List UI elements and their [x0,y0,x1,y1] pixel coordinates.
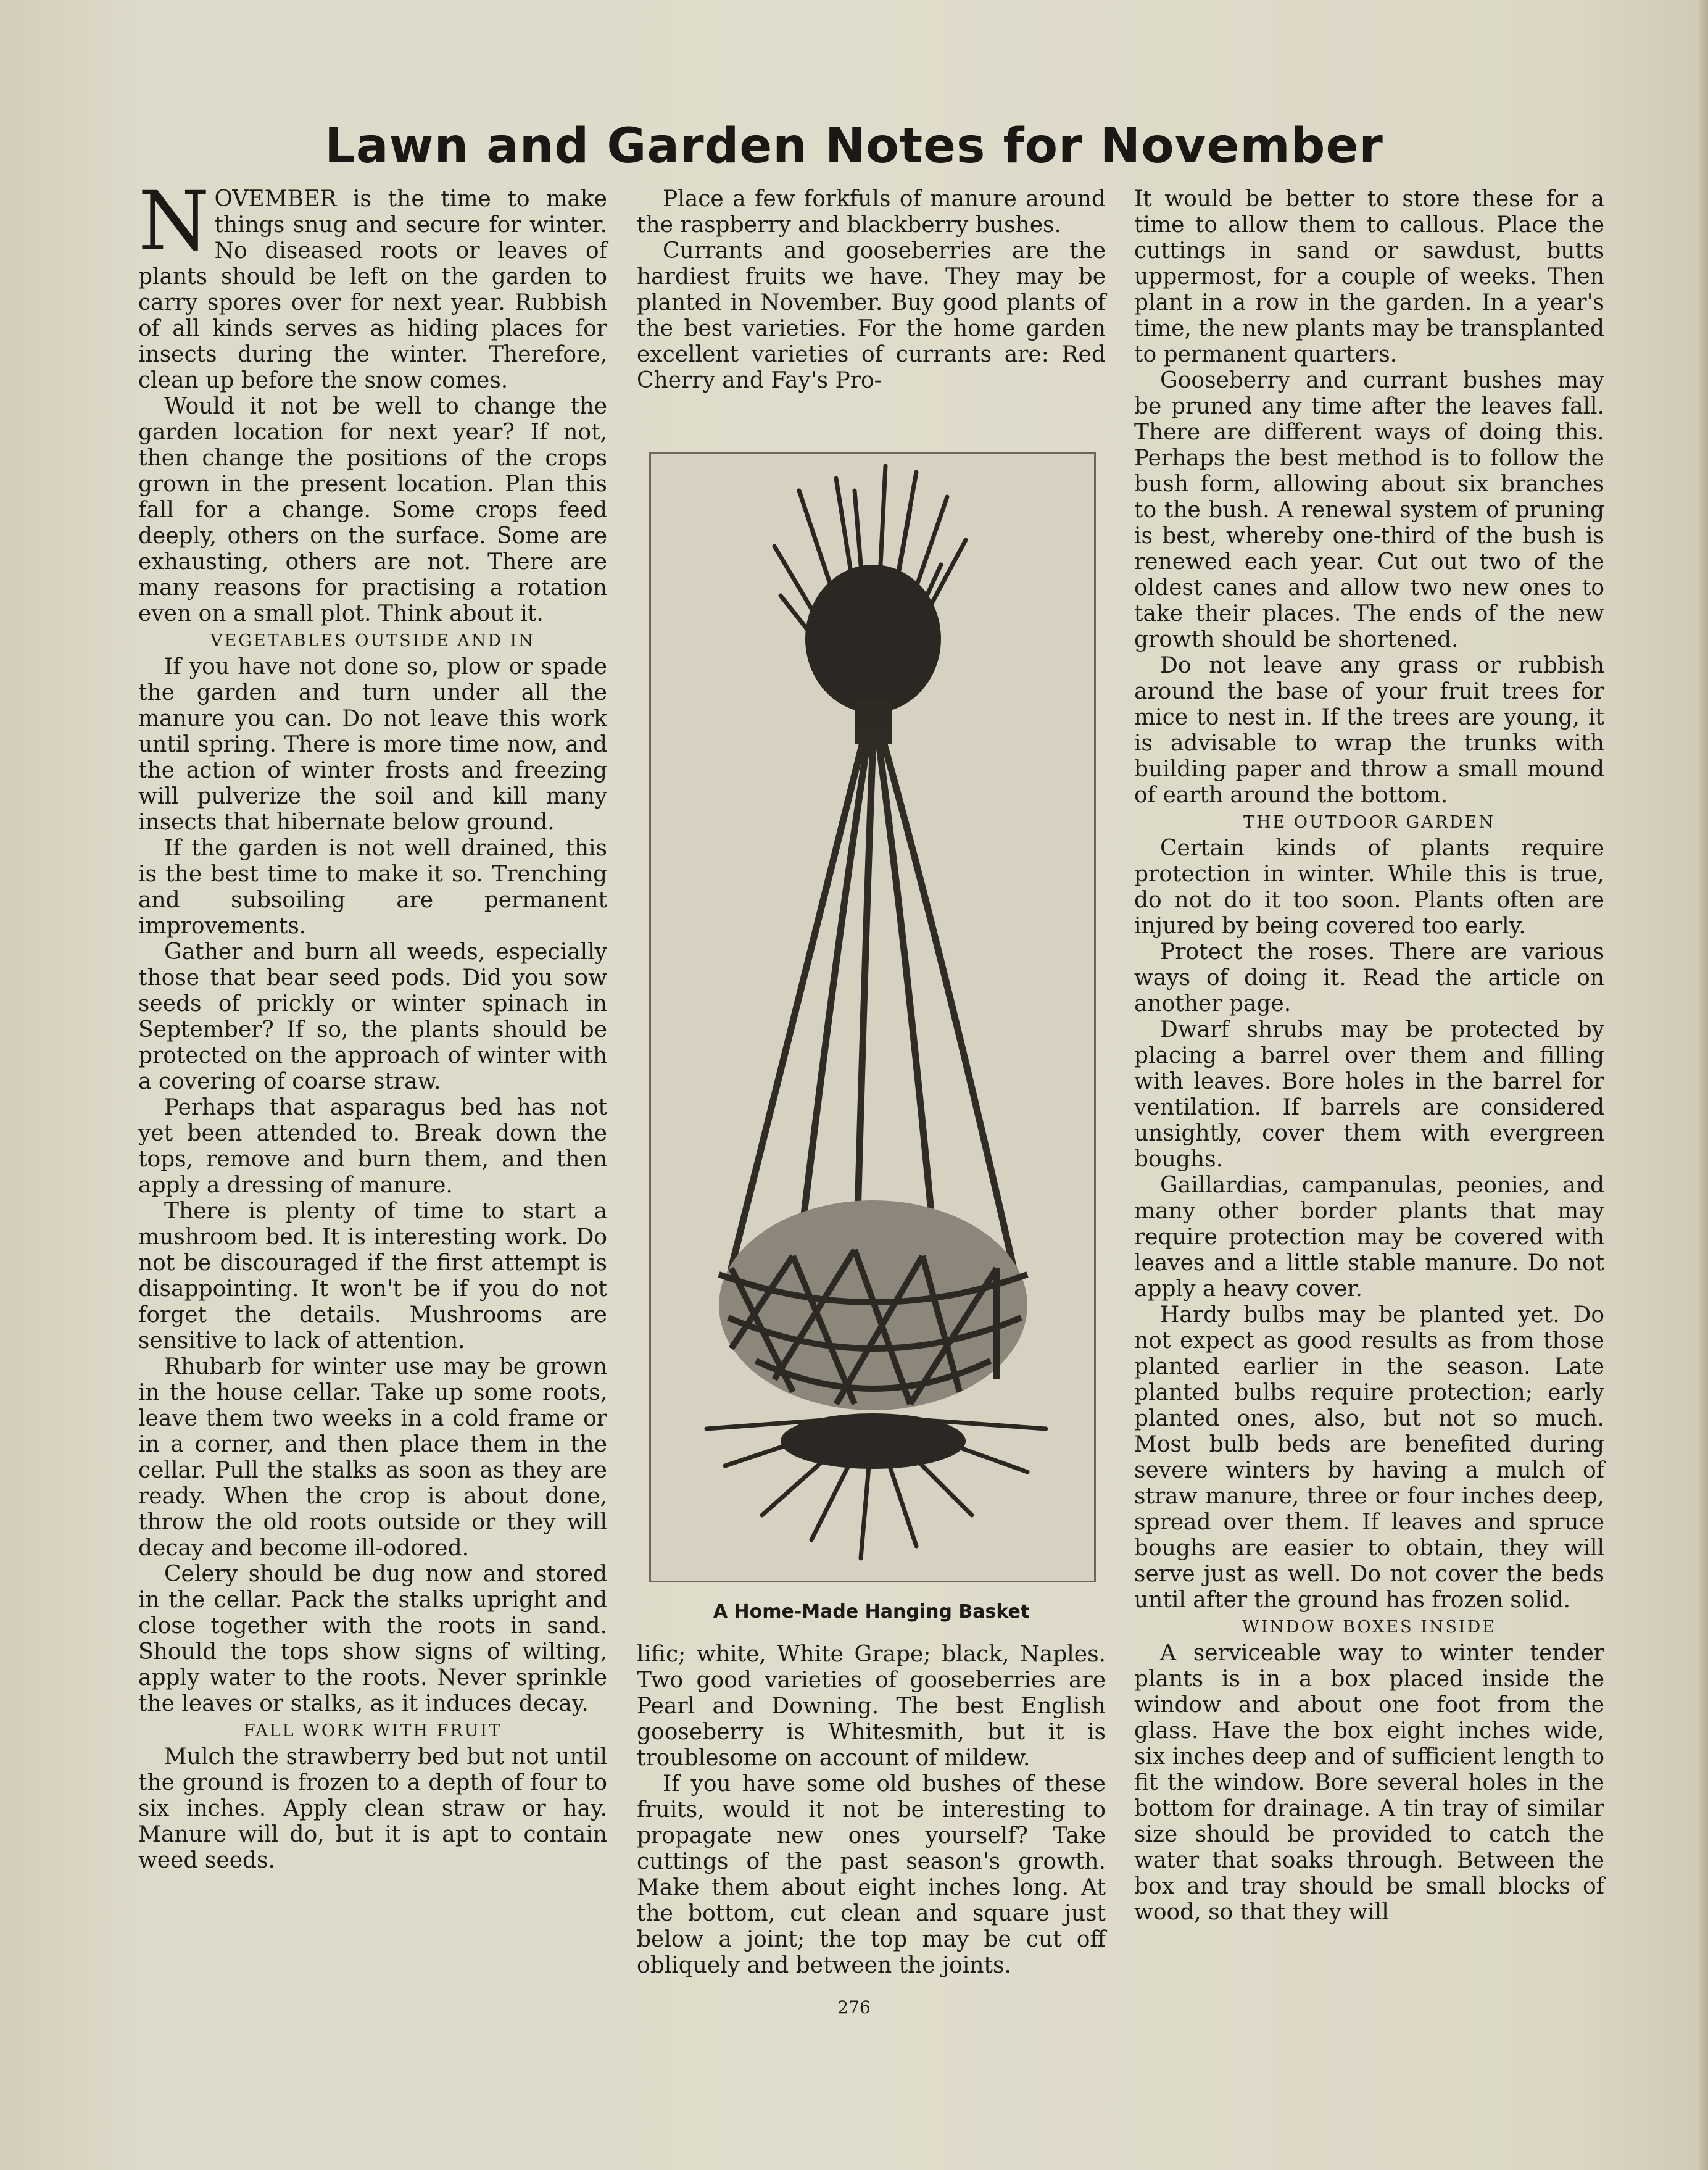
paragraph: Currants and gooseberries are the hardiest fruits we have. They may be planted in November. Buy good plants of the best varieties. For the home garden excellent varieties of currants are: Red Cherry and Fay's Pro- [637,238,1106,393]
page-number: 276 [837,1997,871,2018]
paragraph: Dwarf shrubs may be protected by placing a barrel over them and filling with leaves. Bore holes in the barrel for ventilation. If barrels are considered unsightly, cover them with evergreen boughs. [1134,1017,1604,1172]
section-heading-window: WINDOW BOXES INSIDE [1242,1618,1496,1637]
article-column-2-bottom [637,1642,1106,1979]
section-heading-outdoor: THE OUTDOOR GARDEN [1243,813,1495,832]
paragraph: There is plenty of time to start a mushroom bed. It is interesting work. Do not be discouraged if the first attempt is disappointing. It won't be if you do not forget the details. Mushrooms are sensitive to lack of attention. [138,1199,607,1353]
paragraph: Do not leave any grass or rubbish around the base of your fruit trees for mice to nest in. If the trees are young, it is advisable to wrap the trunks with building paper and throw a small mound of earth around the bottom. [1134,653,1604,808]
hanging-basket-illustration [651,454,1094,1581]
article-title: Lawn and Garden Notes for November [325,118,1383,174]
section-heading-vegetables: VEGETABLES OUTSIDE AND IN [210,631,535,651]
hanging-basket-photo [649,452,1096,1582]
section-heading-fruit: FALL WORK WITH FRUIT [243,1721,502,1740]
paragraph: Celery should be dug now and stored in the cellar. Pack the stalks upright and close together with the roots in sand. Should the tops show signs of wilting, apply water to the roots. Never sprinkle the leaves or stalks, as it induces decay. [138,1561,607,1716]
drop-cap: N [138,174,210,269]
paragraph: Mulch the strawberry bed but not until the ground is frozen to a depth of four to six inches. Apply clean straw or hay. Manure will do, but it is apt to contain weed seeds. [138,1744,607,1873]
article-column-2-top [637,186,1106,394]
page-spine-edge [1699,0,1708,2170]
article-column-3 [1134,186,1604,1926]
article-column-1 [138,174,607,1874]
paragraph: If the garden is not well drained, this is the best time to make it so. Trenching and subsoiling are permanent improvements. [138,836,607,939]
paragraph: If you have some old bushes of these fruits, would it not be interesting to propagate new ones yourself? Take cuttings of the past season's growth. Make them about eight inches long. At the bottom, cut clean and square just below a joint; the top may be cut off obliquely and between the joints. [637,1771,1106,1978]
paragraph: Protect the roses. There are various ways of doing it. Read the article on another page. [1134,939,1604,1016]
paragraph: Hardy bulbs may be planted yet. Do not expect as good results as from those planted earlier in the season. Late planted bulbs require protection; early planted ones, also, but not so much. Most bulb beds are benefited during severe winters by having a mulch of straw manure, three or four inches deep, spread over them. If leaves and spruce boughs are easier to obtain, they will serve just as well. Do not cover the beds until after the ground has frozen solid. [1134,1302,1604,1613]
paragraph: Perhaps that asparagus bed has not yet been attended to. Break down the tops, remove and burn them, and then apply a dressing of manure. [138,1095,607,1198]
paragraph: Would it not be well to change the garden location for next year? If not, then change the positions of the crops grown in the present location. Plan this fall for a change. Some crops feed deeply, others on the surface. Some are exhausting, others are not. There are many reasons for practising a rotation even on a small plot. Think about it. [138,394,607,626]
paragraph: OVEMBER is the time to make things snug and secure for winter. No diseased roots or leaves of plants should be left on the garden to carry spores over for next year. Rubbish of all kinds serves as hiding places for insects during the winter. Therefore, clean up before the snow comes. [138,186,607,393]
paragraph: Place a few forkfuls of manure around the raspberry and blackberry bushes. [637,186,1106,238]
paragraph: Gaillardias, campanulas, peonies, and many other border plants that may require protection may be covered with leaves and a little stable manure. Do not apply a heavy cover. [1134,1173,1604,1302]
paragraph: If you have not done so, plow or spade the garden and turn under all the manure you can. Do not leave this work until spring. There is more time now, and the action of winter frosts and freezing will pulverize the soil and kill many insects that hibernate below ground. [138,654,607,835]
paragraph: Gooseberry and currant bushes may be pruned any time after the leaves fall. There are different ways of doing this. Perhaps the best method is to follow the bush form, allowing about six branches to the bush. A renewal system of pruning is best, whereby one-third of the bush is renewed each year. Cut out two of the oldest canes and allow two new ones to take their places. The ends of the new growth should be shortened. [1134,368,1604,652]
paragraph: Gather and burn all weeds, especially those that bear seed pods. Did you sow seeds of prickly or winter spinach in September? If so, the plants should be protected on the approach of winter with a covering of coarse straw. [138,939,607,1094]
paragraph: Certain kinds of plants require protection in winter. While this is true, do not do it too soon. Plants often are injured by being covered too early. [1134,836,1604,939]
paragraph: lific; white, White Grape; black, Naples. Two good varieties of gooseberries are Pearl and Downing. The best English gooseberry is Whitesmith, but it is troublesome on account of mildew. [637,1642,1106,1771]
paragraph: Rhubarb for winter use may be grown in the house cellar. Take up some roots, leave them two weeks in a cold frame or in a corner, and then place them in the cellar. Pull the stalks as soon as they are ready. When the crop is about done, throw the old roots outside or they will decay and become ill-odored. [138,1354,607,1561]
figure-caption: A Home-Made Hanging Basket [713,1601,1030,1623]
paragraph: A serviceable way to winter tender plants is in a box placed inside the window and about one foot from the glass. Have the box eight inches wide, six inches deep and of sufficient length to fit the window. Bore several holes in the bottom for drainage. A tin tray of similar size should be provided to catch the water that soaks through. Between the box and tray should be small blocks of wood, so that they will [1134,1640,1604,1925]
paragraph: It would be better to store these for a time to allow them to callous. Place the cuttings in sand or sawdust, butts uppermost, for a couple of weeks. Then plant in a row in the garden. In a year's time, the new plants may be transplanted to permanent quarters. [1134,186,1604,367]
